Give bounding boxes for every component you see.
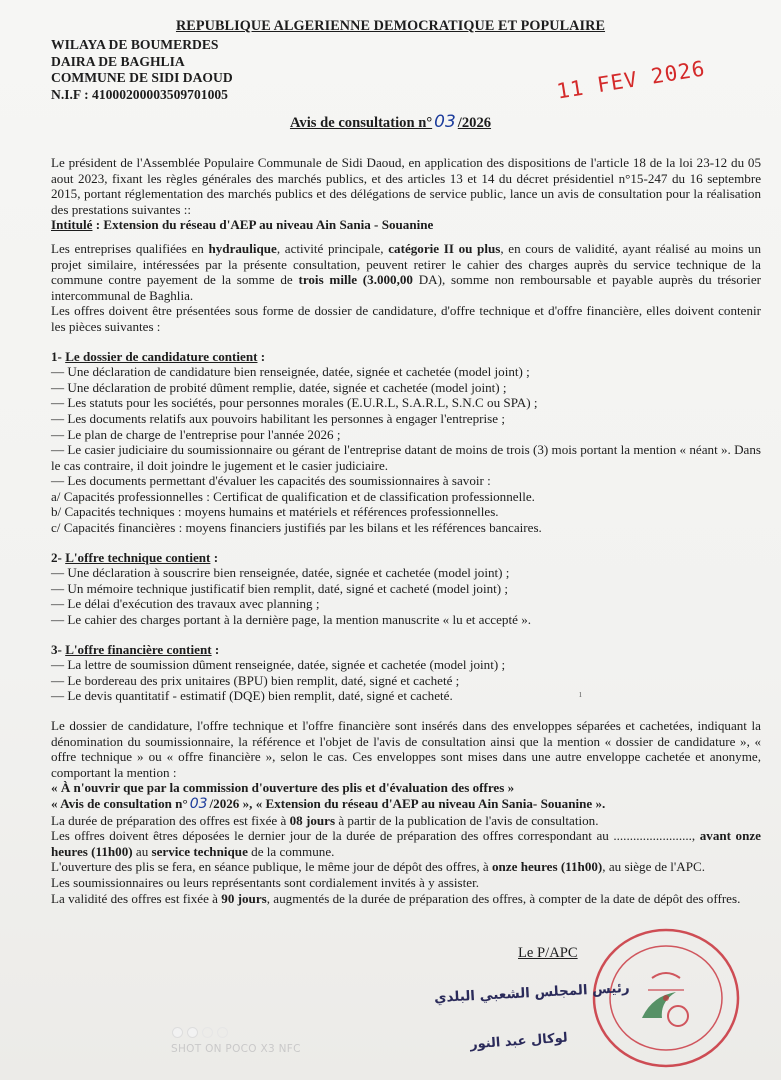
list-item: b/ Capacités techniques : moyens humains et matériels et références professionnelles.	[51, 504, 499, 520]
section2-title: 2- L'offre technique contient :	[51, 549, 219, 565]
list-item: c/ Capacités financières : moyens financiers justifiés par les bilans et les références bancaires.	[51, 520, 542, 536]
section1-list	[51, 364, 761, 536]
opening-paragraph: L'ouverture des plis se fera, en séance publique, le même jour de dépôt des offres, à onze heures (11h00), au siège de l'APC.	[51, 859, 706, 875]
list-item: a/ Capacités professionnelles : Certificat de qualification et de classification professionnelle.	[51, 488, 535, 504]
signatory-name-arabic: لوكال عبد النور	[469, 1030, 569, 1053]
list-item: — Le devis quantitatif - estimatif (DQE) bien remplit, daté, signé et cacheté.	[51, 688, 453, 704]
document-title	[0, 112, 781, 132]
title-prefix: Avis de consultation n°	[289, 115, 433, 131]
title-suffix: /2026	[457, 115, 492, 131]
reference-number-handwritten: 03	[189, 795, 208, 812]
list-item: — Le bordereau des prix unitaires (BPU) bien remplit, daté, signé et cacheté ;	[51, 672, 460, 688]
section3-title: 3- L'offre financière contient :	[51, 641, 220, 657]
intitule-label: Intitulé	[51, 217, 93, 233]
administration-block	[51, 37, 233, 103]
section1-title: 1- Le dossier de candidature contient :	[51, 348, 266, 364]
republic-header: REPUBLIQUE ALGERIENNE DEMOCRATIQUE ET POPULAIRE	[175, 18, 606, 34]
invitation-line: Les soumissionnaires ou leurs représentants sont cordialement invités à y assister.	[51, 874, 480, 890]
mention-reference: « Avis de consultation n° 03 /2026 », « Extension du réseau d'AEP au niveau Ain Sania- Souanine ».	[51, 795, 606, 812]
list-item: — Un mémoire technique justificatif bien remplit, daté, signé et cacheté (model joint) ;	[51, 580, 509, 596]
wilaya: WILAYA DE BOUMERDES	[51, 37, 219, 52]
envelopes-paragraph: Le dossier de candidature, l'offre technique et l'offre financière sont insérés dans des enveloppes séparées et cachetées, indiquant la dénomination du soumissionnaire, la référence et l'objet de l'avis de consultation ainsi que la mention « dossier de candidature », « offre technique » ou « offre financière », selon le cas. Ces enveloppes sont mises dans une autre enveloppe cachetée et anonyme, comportant la mention :	[51, 718, 761, 780]
section2-list	[51, 565, 761, 627]
list-item: — Une déclaration de probité dûment remplie, datée, signée et cachetée (model joint) ;	[51, 379, 507, 395]
list-item: — Le casier judiciaire du soumissionnaire ou gérant de l'entreprise datant de moins de trois (3) mois portant la mention « néant ». Dans le cas contraire, il doit joindre le jugement et le casier judiciaire.	[51, 442, 761, 473]
list-item: — Le plan de charge de l'entreprise pour l'année 2026 ;	[51, 426, 341, 442]
document-body	[51, 155, 761, 906]
validity-paragraph: La validité des offres est fixée à 90 jours, augmentés de la durée de préparation des offres, à compter de la date de dépôt des offres.	[51, 890, 741, 906]
list-item: — Les documents relatifs aux pouvoirs habilitant les personnes à engager l'entreprise ;	[51, 410, 505, 426]
stray-mark: ı	[579, 689, 582, 700]
qualification-paragraph: Les entreprises qualifiées en hydraulique, activité principale, catégorie II ou plus, en cours de validité, ayant réalisé au moins un projet similaire, intéressées par la présente consultation, peuvent retirer le cahier des charges auprès du service technique de la commune contre payement de la somme de trois mille (3.000,00 DA), somme non remboursable et payable auprès du trésorier intercommunal de Baghlia.	[51, 240, 762, 303]
daira: DAIRA DE BAGHLIA	[51, 53, 185, 69]
list-item: — Une déclaration à souscrire bien renseignée, datée, signée et cachetée (model joint) ;	[51, 565, 510, 581]
signatory-label: Le P/APC	[518, 945, 578, 961]
camera-page-dots	[172, 1025, 232, 1043]
list-item: — Les documents permettant d'évaluer les capacités des soumissionnaires à savoir :	[51, 473, 491, 489]
intitule-line	[51, 217, 761, 233]
section3-list	[51, 657, 761, 704]
list-item: — Le délai d'exécution des travaux avec planning ;	[51, 596, 320, 612]
offers-paragraph: Les offres doivent être présentées sous forme de dossier de candidature, d'offre technique et d'offre financière, elles doivent contenir les pièces suivantes :	[51, 303, 761, 334]
duration-line: La durée de préparation des offres est fixée à 08 jours à partir de la publication de l'avis de consultation.	[51, 812, 599, 828]
mention-commission: « À n'ouvrir que par la commission d'ouverture des plis et d'évaluation des offres »	[51, 780, 515, 796]
list-item: — Le cahier des charges portant à la dernière page, la mention manuscrite « lu et accepté ».	[51, 612, 532, 628]
list-item: — Une déclaration de candidature bien renseignée, datée, signée et cachetée (model joint) ;	[51, 364, 530, 380]
nif: N.I.F : 41000200003509701005	[51, 86, 228, 102]
commune: COMMUNE DE SIDI DAOUD	[51, 70, 233, 85]
intro-paragraph: Le président de l'Assemblée Populaire Communale de Sidi Daoud, en application des dispositions de l'article 18 de la loi 23-12 du 05 aout 2023, fixant les règles générales des marchés publics, et des articles 13 et 14 du décret présidentiel n°15-247 du 16 septembre 2015, portant réglementation des marchés publics et des délégations de service public, lance un avis de consultation pour la réalisation des prestations suivantes ::	[51, 155, 761, 217]
list-item: — La lettre de soumission dûment renseignée, datée, signée et cachetée (model joint) ;	[51, 657, 506, 673]
date-stamp: 11 FEV 2026	[555, 56, 708, 104]
title-number-handwritten: 03	[434, 112, 456, 132]
intitule-value: : Extension du réseau d'AEP au niveau Ain Sania - Souanine	[92, 217, 434, 233]
deposit-paragraph: Les offres doivent êtres déposées le dernier jour de la durée de préparation des offres correspondant au ........................, avant onze heures (11h00) au service technique de la commune.	[51, 828, 761, 859]
list-item: — Les statuts pour les sociétés, pour personnes morales (E.U.R.L, S.A.R.L, S.N.C ou SPA) ;	[51, 395, 538, 411]
camera-watermark: SHOT ON POCO X3 NFC	[171, 1043, 301, 1055]
signatory-role-arabic: رئيس المجلس الشعبي البلدي	[433, 979, 631, 1007]
